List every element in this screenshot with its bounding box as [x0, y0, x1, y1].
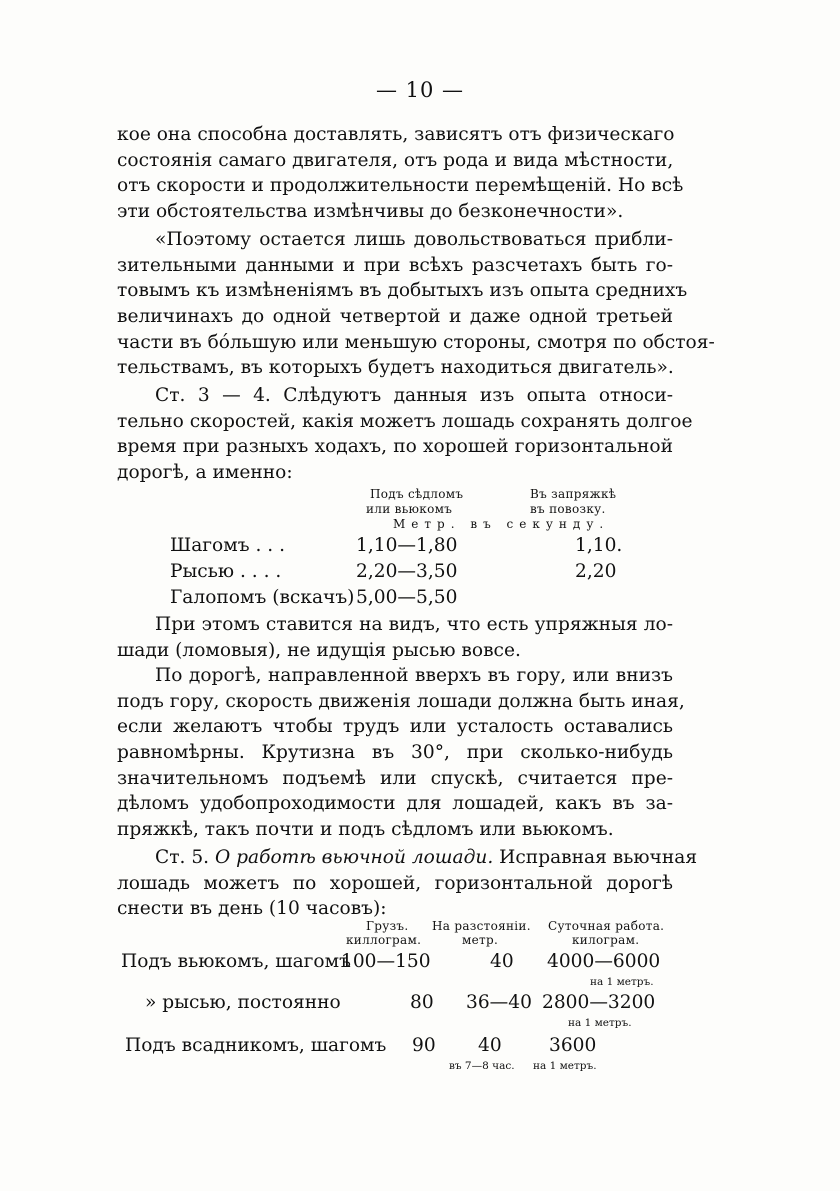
work-value: 2800—3200 — [542, 992, 656, 1013]
text-line: снести въ день (10 часовъ): — [117, 898, 387, 920]
text-line: пряжкѣ, такъ почти и подъ сѣдломъ или вьюкомъ. — [117, 819, 614, 841]
work-value: 3600 — [549, 1035, 597, 1056]
gait-label: Галопомъ (вскачъ) — [170, 587, 355, 608]
text-line: лошадь можетъ по хорошей, горизонтальной дорогѣ — [117, 872, 673, 894]
distance-note: въ 7—8 час. — [449, 1060, 515, 1072]
header-saddle-2: или вьюкомъ — [366, 502, 453, 516]
text-line: состоянія самаго двигателя, отъ рода и вида мѣстности, — [117, 149, 674, 171]
paragraph-6 — [117, 845, 698, 922]
header-dist-2: метр. — [462, 933, 499, 947]
text-line: дорогѣ, а именно: — [117, 462, 293, 484]
page-number: — 10 — — [375, 78, 465, 102]
text-line: части въ бо́льшую или меньшую стороны, смотря по обстоя- — [117, 331, 715, 353]
header-load-2: киллограм. — [346, 933, 422, 947]
gait-label: Рысью . . . . — [170, 561, 282, 582]
header-load-1: Грузъ. — [366, 919, 409, 933]
text-line: По дорогѣ, направленной вверхъ въ гору, или внизъ — [155, 665, 673, 686]
text-line: время при разныхъ ходахъ, по хорошей горизонтальной — [117, 436, 673, 458]
row-label: » рысью, постоянно — [145, 992, 341, 1013]
distance-value: 40 — [490, 951, 514, 972]
text-line: отъ скорости и продолжительности перемѣщеній. Но всѣ — [117, 175, 684, 197]
paragraph-2 — [117, 227, 715, 381]
text-line: При этомъ ставится на видъ, что есть упряжныя ло- — [155, 614, 673, 635]
load-value: 100—150 — [341, 951, 431, 972]
paragraph-3 — [117, 383, 693, 486]
saddle-speed: 5,00—5,50 — [356, 587, 458, 608]
saddle-speed: 2,20—3,50 — [356, 561, 458, 582]
gait-label: Шагомъ . . . — [170, 535, 285, 556]
text-line: подъ гору, скорость движенія лошади должна быть иная, — [117, 690, 685, 712]
section-text: Исправная вьючная — [499, 847, 698, 868]
text-line: тельствамъ, въ которыхъ будетъ находиться двигатель». — [117, 357, 674, 379]
text-line: кое она способна доставлять, зависятъ отъ физическаго — [117, 124, 675, 145]
header-cart-1: Въ запряжкѣ — [530, 487, 617, 501]
row-label: Подъ всадникомъ, шагомъ — [125, 1035, 387, 1056]
text-line: величинахъ до одной четвертой и даже одной третьей — [117, 306, 673, 328]
header-saddle-1: Подъ сѣдломъ — [370, 487, 464, 501]
work-value: 4000—6000 — [547, 951, 661, 972]
cart-speed: 2,20 — [575, 561, 617, 582]
text-line: Ст. 3 — 4. Слѣдуютъ данныя изъ опыта относи- — [155, 385, 673, 406]
paragraph-1 — [117, 122, 684, 225]
load-value: 80 — [410, 992, 434, 1013]
cart-speed: 1,10. — [575, 535, 623, 556]
work-note: на 1 метръ. — [568, 1017, 632, 1029]
section-title: О работѣ вьючной лошади. — [215, 847, 494, 868]
row-label: Подъ вьюкомъ, шагомъ — [121, 951, 351, 972]
work-note: на 1 метръ. — [533, 1060, 597, 1072]
distance-value: 40 — [478, 1035, 502, 1056]
load-value: 90 — [412, 1035, 436, 1056]
header-cart-2: въ повозку. — [530, 502, 606, 516]
units-label: Метр. въ секунду. — [393, 517, 610, 531]
paragraph-4 — [155, 612, 673, 638]
text-line: значительномъ подъемѣ или спускѣ, считается пре- — [117, 767, 673, 789]
header-work-1: Суточная работа. — [548, 919, 665, 933]
text-line: «Поэтому остается лишь довольствоваться прибли- — [155, 229, 673, 250]
work-note: на 1 метръ. — [590, 976, 654, 988]
section-label: Ст. 5. — [155, 847, 210, 868]
text-line: эти обстоятельства измѣнчивы до безконечности». — [117, 201, 624, 223]
text-line: равномѣрны. Крутизна въ 30°, при сколько-нибудь — [117, 742, 673, 764]
text-line: товымъ къ измѣненіямъ въ добытыхъ изъ опыта среднихъ — [117, 280, 688, 302]
text-line: дѣломъ удобопроходимости для лошадей, какъ въ за- — [117, 793, 673, 815]
text-line: зительными данными и при всѣхъ разсчетахъ быть го- — [117, 254, 673, 276]
paragraph-4-cont — [117, 638, 673, 664]
header-work-2: килограм. — [572, 933, 640, 947]
text-line: если желаютъ чтобы трудъ или усталость оставались — [117, 716, 673, 738]
distance-value: 36—40 — [466, 992, 532, 1013]
text-line — [117, 845, 698, 871]
text-line: шади (ломовыя), не идущія рысью вовсе. — [117, 640, 521, 661]
text-line: тельно скоростей, какія можетъ лошадь сохранять долгое — [117, 410, 693, 432]
paragraph-5 — [117, 663, 685, 843]
header-dist-1: На разстояніи. — [432, 919, 531, 933]
saddle-speed: 1,10—1,80 — [356, 535, 458, 556]
